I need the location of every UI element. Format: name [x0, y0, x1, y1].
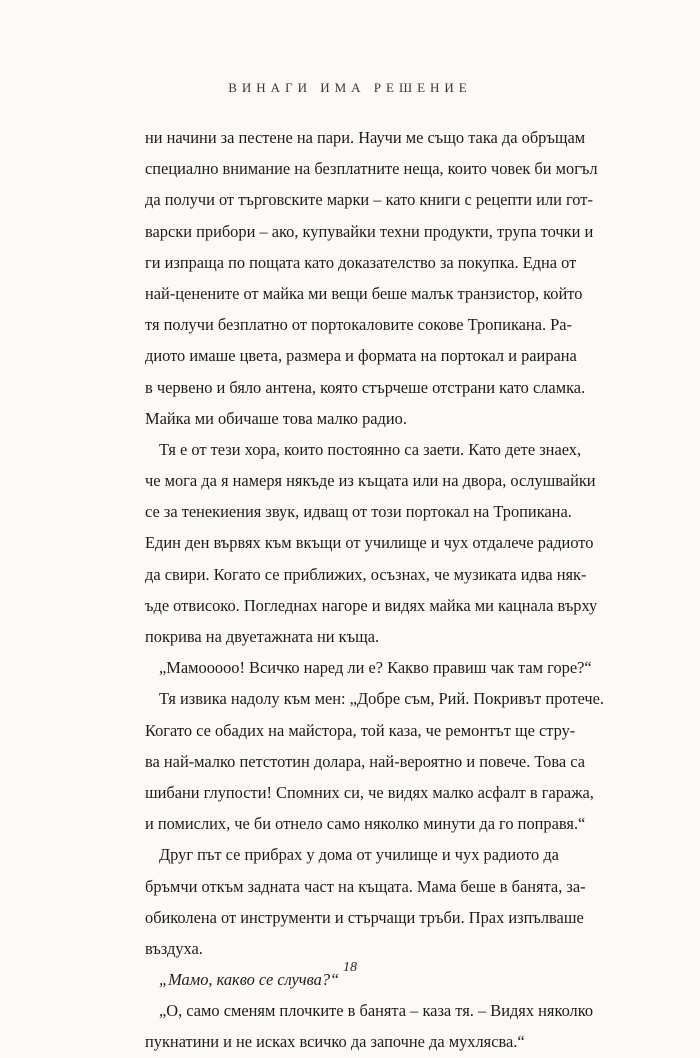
text-line: специално внимание на безплатните неща, които човек би могъл [145, 159, 598, 179]
text-line: Друг път се прибрах у дома от училище и чух радиото да [159, 845, 559, 865]
text-line: Тя е от тези хора, които постоянно са заети. Като дете знаех, [159, 439, 582, 459]
paragraph-2 [145, 434, 598, 652]
text-line: ва най-малко петстотин долара, най-вероятно и повече. Това са [145, 751, 586, 771]
text-line: „Мамооооо! Всичко наред ли е? Какво правиш чак там горе?“ [159, 658, 592, 678]
page-number: 18 [343, 960, 357, 975]
running-head-title: ВИНАГИ ИМА РЕШЕНИЕ [228, 80, 472, 95]
text-line: обиколена от инструменти и стърчащи тръби. Прах изпълваше [145, 907, 584, 927]
text-line: Когато се обадих на майстора, той каза, че ремонтът ще стру- [145, 720, 576, 740]
text-line: се за тенекиения звук, идващ от този портокал на Тропикана. [145, 502, 572, 522]
paragraph-4 [145, 683, 605, 839]
text-line: ъде отвисоко. Погледнах нагоре и видях майка ми кацнала върху [145, 595, 598, 615]
text-line: ни начини за пестене на пари. Научи ме също така да обръщам [145, 128, 586, 147]
text-line: шибани глупости! Спомних си, че видях малко асфалт в гаража, [145, 782, 594, 802]
text-line: ги изпраща по пощата като доказателство за покупка. Една от [145, 252, 577, 272]
text-line: пукнатини и не исках всичко да започне да мухлясва.“ [145, 1032, 525, 1052]
text-line: да свири. Когато се приближих, осъзнах, че музиката идва няк- [145, 564, 587, 584]
text-line: Един ден вървях към вкъщи от училище и чух отдалече радиото [145, 533, 594, 553]
paragraph-7 [145, 995, 594, 1057]
text-line: в червено и бяло антена, която стърчеше отстрани като сламка. [145, 377, 586, 397]
text-line: диото имаше цвета, размера и формата на портокал и раирана [145, 346, 577, 366]
text-line: и помислих, че би отнело само няколко минути да го поправя.“ [145, 814, 586, 834]
text-line: тя получи безплатно от портокаловите сокове Тропикана. Ра- [145, 315, 573, 335]
paragraph-5 [145, 839, 586, 964]
text-line: бръмчи откъм задната част на къщата. Мама беше в банята, за- [145, 876, 586, 896]
book-page-text [145, 122, 605, 1058]
paragraph-3 [145, 652, 592, 683]
text-line: най-ценените от майка ми вещи беше малък транзистор, който [145, 283, 583, 303]
text-line: въздуха. [145, 938, 203, 958]
text-line: че мога да я намеря някъде из къщата или на двора, ослушвайки [145, 471, 596, 491]
text-line: Майка ми обичаше това малко радио. [145, 408, 407, 428]
text-line: варски прибори – ако, купувайки техни продукти, трупа точки и [145, 221, 594, 241]
paragraph-1 [145, 122, 598, 434]
text-line: „Мамо, какво се случва?“ [159, 970, 340, 990]
text-line: да получи от търговските марки – като книги с рецепти или гот- [145, 190, 593, 210]
text-line: покрива на двуетажната ни къща. [145, 627, 380, 646]
text-line: „О, само сменям плочките в банята – каза тя. – Видях няколко [159, 1001, 594, 1021]
text-line: Тя извика надолу към мен: „Добре съм, Рий. Покривът протече. [159, 689, 605, 709]
